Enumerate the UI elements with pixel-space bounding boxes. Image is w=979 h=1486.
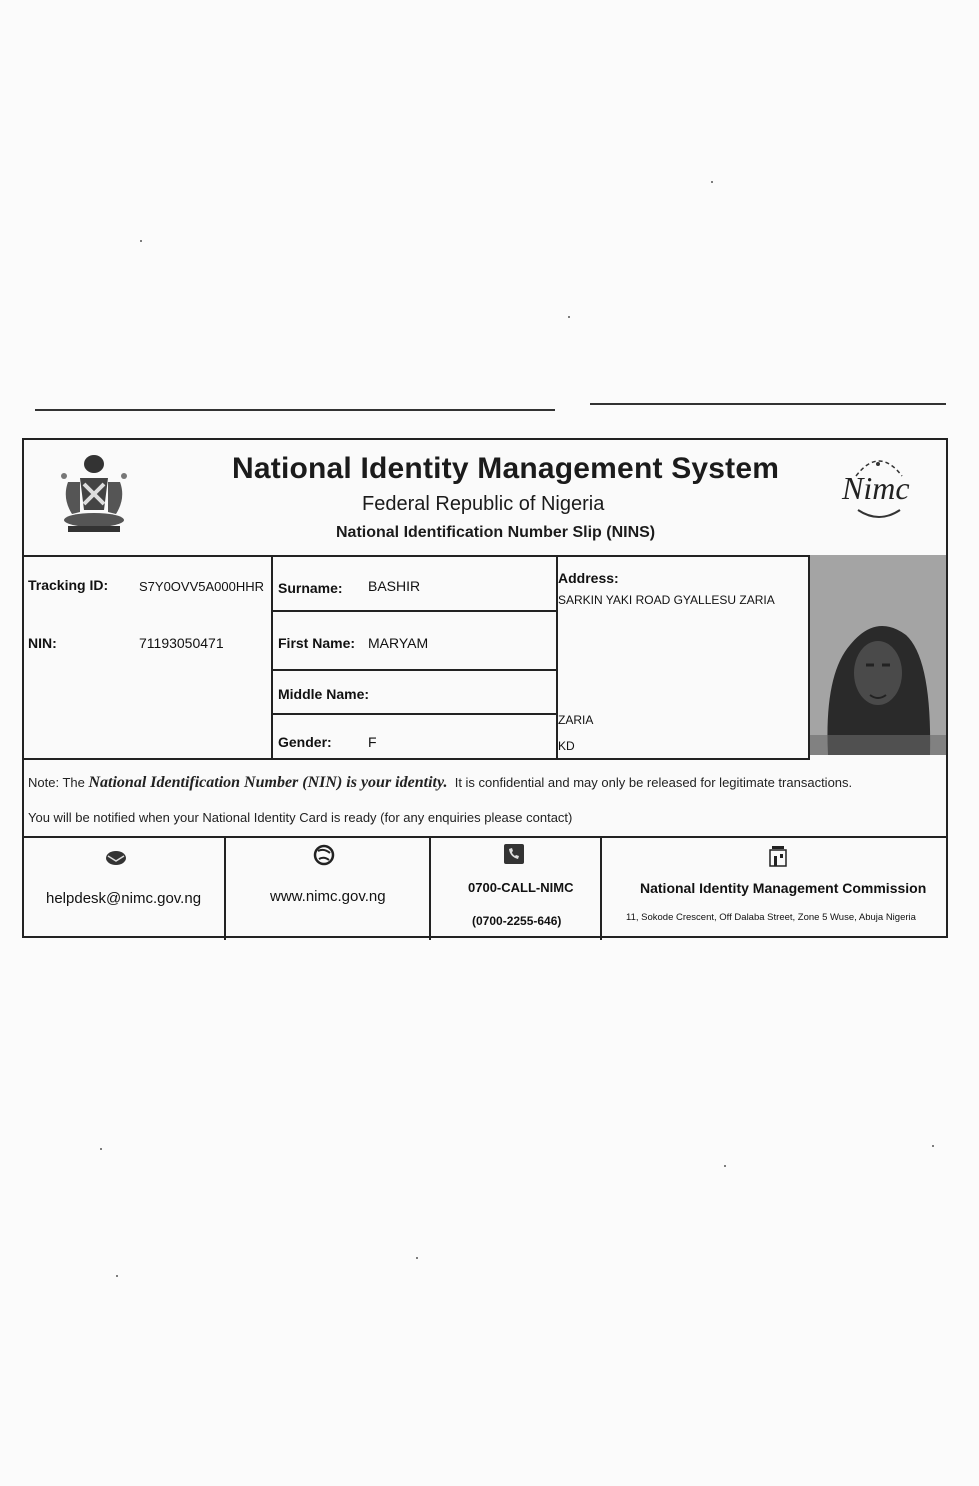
- personal-details-grid: [24, 555, 946, 760]
- speck: [140, 240, 142, 242]
- footer-divider: [429, 838, 431, 940]
- speck: [711, 181, 713, 183]
- address-state: KD: [558, 739, 575, 753]
- note-suffix: It is confidential and may only be released for legitimate transactions.: [454, 775, 853, 790]
- phone-digits-text: (0700-2255-646): [472, 914, 562, 928]
- address-label: Address:: [558, 570, 619, 586]
- nimc-logo-text: Nimc: [842, 470, 910, 506]
- surname-value: BASHIR: [368, 578, 421, 594]
- first-name-value: MARYAM: [368, 635, 429, 651]
- row-divider: [272, 713, 556, 715]
- speck: [932, 1145, 934, 1147]
- note-emphasis: National Identification Number (NIN) is your identity.: [88, 774, 448, 791]
- gender-value: F: [368, 734, 377, 750]
- speck: [416, 1257, 418, 1259]
- passport-photo-image: [810, 555, 946, 755]
- column-divider: [271, 555, 273, 760]
- email-icon: [104, 846, 128, 868]
- contact-footer: [24, 836, 946, 940]
- first-name-label: First Name:: [278, 635, 356, 651]
- nin-label: NIN:: [28, 635, 57, 651]
- footer-divider: [600, 838, 602, 940]
- nimc-logo: [834, 448, 924, 523]
- nin-slip: [22, 438, 948, 938]
- footer-divider: [224, 838, 226, 940]
- confidentiality-note: [28, 774, 852, 792]
- slip-title: National Identity Management System: [232, 452, 780, 485]
- tracking-id-value: S7Y0OVV5A000HHR: [139, 579, 265, 594]
- phone-icon: [502, 843, 526, 865]
- notification-note: You will be notified when your National Identity Card is ready (for any enquiries please contact): [28, 810, 573, 825]
- speck: [724, 1165, 726, 1167]
- email-text: helpdesk@nimc.gov.ng: [46, 890, 202, 907]
- address-town: ZARIA: [558, 713, 594, 727]
- passport-photo: [810, 555, 946, 755]
- surname-label: Surname:: [278, 580, 343, 596]
- scan-line-left: [35, 409, 555, 411]
- row-divider: [272, 669, 556, 671]
- note-prefix: Note: The: [28, 775, 85, 790]
- speck: [100, 1148, 102, 1150]
- slip-document-name: National Identification Number Slip (NINS): [336, 524, 656, 541]
- speck: [568, 316, 570, 318]
- speck: [116, 1275, 118, 1277]
- coat-of-arms-icon: [54, 448, 134, 538]
- website-text: www.nimc.gov.ng: [270, 888, 386, 905]
- globe-icon: [312, 844, 336, 866]
- row-divider: [272, 610, 556, 612]
- building-icon: [766, 846, 790, 868]
- middle-name-label: Middle Name:: [278, 686, 370, 702]
- phone-text: 0700-CALL-NIMC: [468, 880, 574, 895]
- gender-label: Gender:: [278, 734, 332, 750]
- commission-name: National Identity Management Commission: [640, 880, 927, 896]
- tracking-id-label: Tracking ID:: [28, 577, 109, 593]
- slip-header: [24, 440, 946, 557]
- row-divider: [24, 555, 946, 557]
- commission-address: 11, Sokode Crescent, Off Dalaba Street, Zone 5 Wuse, Abuja Nigeria: [626, 912, 916, 923]
- nin-value: 71193050471: [139, 635, 224, 651]
- row-divider: [24, 758, 810, 760]
- address-line: SARKIN YAKI ROAD GYALLESU ZARIA: [558, 593, 775, 607]
- slip-subtitle: Federal Republic of Nigeria: [362, 493, 605, 515]
- scan-line-right: [590, 403, 946, 405]
